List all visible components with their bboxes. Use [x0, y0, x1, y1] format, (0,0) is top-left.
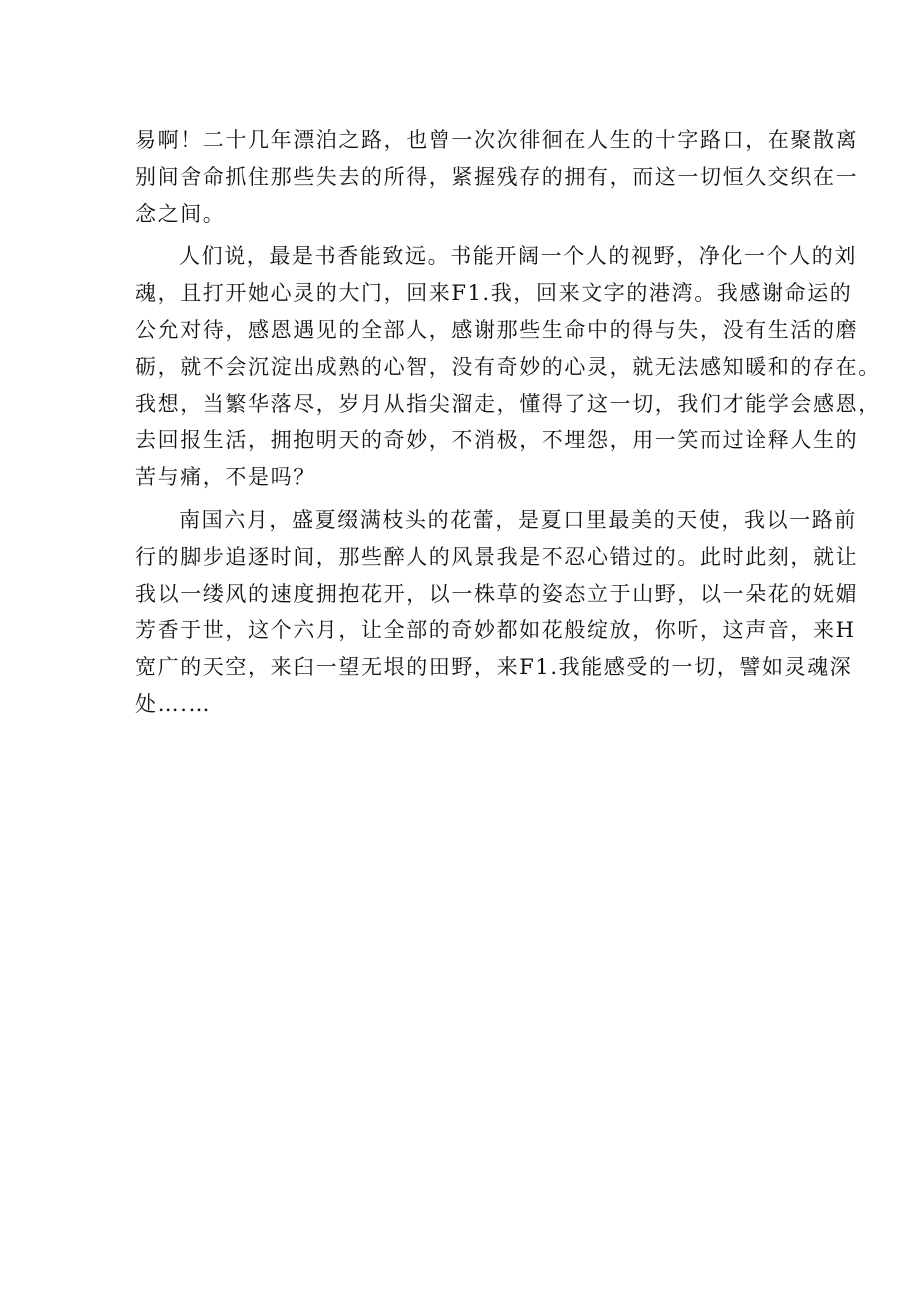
paragraph-line: 砺，就不会沉淀出成熟的心智，没有奇妙的心灵，就无法感知暖和的存在。 [135, 354, 881, 379]
paragraph-line: 魂，且打开她心灵的大门，回来F1.我，回来文字的港湾。我感谢命运的 [135, 281, 853, 306]
paragraph-1 [135, 122, 859, 232]
paragraph-line: 易啊！二十几年漂泊之路，也曾一次次徘徊在人生的十字路口，在聚散离 [135, 128, 859, 152]
paragraph-line: 南国六月，盛夏缀满枝头的花蕾，是夏口里最美的天使，我以一路前 [179, 507, 857, 532]
paragraph-3 [135, 502, 859, 723]
document-body [135, 122, 881, 729]
paragraph-line: 芳香于世，这个六月，让全部的奇妙都如花般绽放，你听，这声音，来H [135, 618, 856, 643]
paragraph-line: 宽广的天空，来臼一望无垠的田野，来F1.我能感受的一切，譬如灵魂深 [135, 655, 853, 680]
paragraph-line: 处….… [135, 691, 212, 716]
paragraph-line: 人们说，最是书香能致远。书能开阔一个人的视野，净化一个人的刘 [179, 244, 857, 269]
paragraph-line: 我以一缕风的速度拥抱花开，以一株草的姿态立于山野，以一朵花的妩媚 [135, 581, 859, 606]
paragraph-line: 公允对待，感恩遇见的全部人，感谢那些生命中的得与失，没有生活的磨 [135, 317, 859, 342]
paragraph-line: 去回报生活，拥抱明天的奇妙，不消极，不埋怨，用一笑而过诠释人生的 [135, 428, 859, 453]
paragraph-line: 我想，当繁华落尽，岁月从指尖溜走，懂得了这一切，我们才能学会感恩， [135, 391, 881, 416]
paragraph-line: 苦与痛，不是吗？ [135, 465, 316, 490]
paragraph-line: 行的脚步追逐时间，那些醉人的风景我是不忍心错过的。此时此刻，就让 [135, 544, 859, 569]
paragraph-line: 念之间。 [135, 201, 226, 226]
paragraph-2 [135, 238, 881, 496]
paragraph-line: 别间舍命抓住那些失去的所得，紧握残存的拥有，而这一切恒久交织在一 [135, 164, 859, 189]
